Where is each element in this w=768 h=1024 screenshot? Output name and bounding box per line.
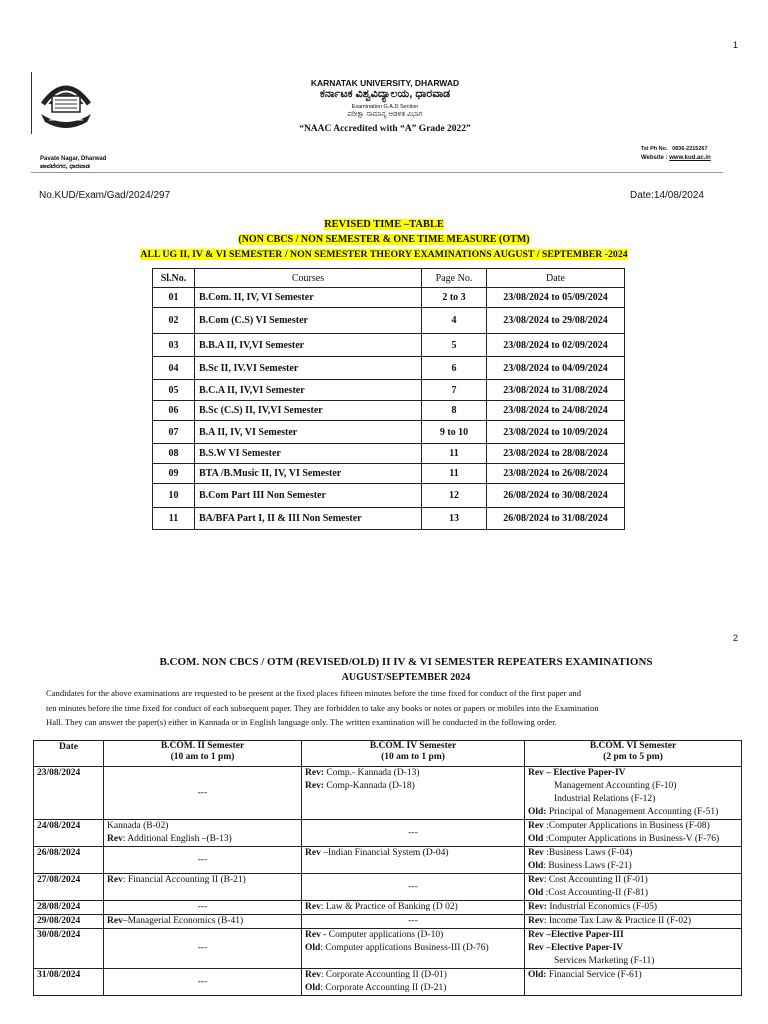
schedule-row [34, 915, 742, 929]
instructions-line-1: Candidates for the above examinations are requested to be present at the fixed places fifteen minutes before the time fixed for conduct of the first paper and [46, 688, 581, 698]
paper-text: : Business Laws (F-21) [543, 861, 632, 871]
cell-course: B.Com (C.S) VI Semester [195, 308, 422, 334]
paper-text: : Law & Practice of Banking (D 02) [320, 902, 458, 912]
paper-prefix: Rev –Elective Paper-III [528, 930, 624, 940]
reference-number: No.KUD/Exam/Gad/2024/297 [39, 190, 171, 201]
cell-date: 23/08/2024 to 29/08/2024 [487, 308, 625, 334]
paper-text: Comp.- Kannada (D-13) [324, 768, 420, 778]
paper-prefix: Rev [305, 902, 321, 912]
cell-page: 6 [422, 357, 487, 380]
university-name-kannada: ಕರ್ನಾಟಕ ವಿಶ್ವವಿದ್ಯಾಲಯ, ಧಾರವಾಡ [319, 88, 451, 100]
cell-exam-date: 31/08/2024 [34, 969, 104, 996]
paper-text: --- [197, 902, 208, 912]
paper-prefix: Rev [528, 916, 544, 926]
cell-sem6-papers [525, 767, 742, 820]
cell-slno: 07 [153, 421, 195, 444]
letter-date: Date:14/08/2024 [630, 190, 704, 201]
paper-line [528, 969, 738, 982]
university-name-english: KARNATAK UNIVERSITY, DHARWAD [310, 78, 460, 88]
cell-sem2-papers [104, 915, 302, 929]
schedule-row [34, 767, 742, 820]
paper-line [305, 942, 521, 955]
schedule-row [34, 929, 742, 969]
address-english: Pavate Nagar, Dharwad [40, 156, 107, 162]
paper-line [107, 915, 298, 928]
cell-exam-date: 28/08/2024 [34, 901, 104, 915]
cell-sem6-papers [525, 847, 742, 874]
website-label: Website : [641, 155, 668, 161]
paper-prefix: Rev [107, 875, 123, 885]
title-non-cbcs: (NON CBCS / NON SEMESTER & ONE TIME MEASURE (OTM) [238, 234, 530, 245]
cell-page: 4 [422, 308, 487, 334]
cell-sem2-papers [104, 929, 302, 969]
university-logo [35, 74, 97, 132]
cell-page: 7 [422, 380, 487, 401]
website-row [641, 155, 711, 161]
section-kannada: ಪರೀಕ್ಷಾ ಸಾಮಾನ್ಯ ಆಡಳಿತ ವಿಭಾಗ [347, 111, 423, 118]
cell-course: B.Sc II, IV.VI Semester [195, 357, 422, 380]
paper-line [528, 929, 738, 942]
paper-text: --- [197, 787, 208, 798]
paper-prefix: Rev [528, 875, 544, 885]
cell-course: B.Com. II, IV, VI Semester [195, 288, 422, 308]
cell-course: B.C.A II, IV,VI Semester [195, 380, 422, 401]
header-rule [31, 172, 723, 173]
paper-line [305, 881, 521, 894]
cell-exam-date: 24/08/2024 [34, 820, 104, 847]
col-header-page: Page No. [422, 269, 487, 288]
cell-date: 23/08/2024 to 26/08/2024 [487, 464, 625, 484]
paper-prefix: Rev: [305, 768, 324, 778]
timetable-summary [152, 268, 625, 530]
cell-exam-date: 30/08/2024 [34, 929, 104, 969]
cell-slno: 10 [153, 484, 195, 508]
cell-exam-date: 23/08/2024 [34, 767, 104, 820]
col-header-date: Date [34, 741, 104, 767]
paper-text: --- [197, 976, 208, 987]
section-english: Examination G.A.D Section [351, 104, 419, 110]
paper-line [305, 915, 521, 928]
paper-text: Industrial Economics (F-05) [547, 902, 658, 912]
paper-line [107, 942, 298, 955]
paper-line [528, 901, 738, 914]
paper-text: : Income Tax Law & Practice II (F-02) [543, 916, 691, 926]
paper-line [107, 833, 298, 846]
paper-line [528, 806, 738, 819]
paper-line [107, 854, 298, 867]
page-number: 2 [733, 633, 739, 643]
cell-date: 23/08/2024 to 24/08/2024 [487, 401, 625, 421]
paper-text: :Cost Accounting-II (F-81) [543, 888, 649, 898]
cell-slno: 01 [153, 288, 195, 308]
cell-sem6-papers [525, 874, 742, 901]
cell-page: 2 to 3 [422, 288, 487, 308]
cell-date: 23/08/2024 to 04/09/2024 [487, 357, 625, 380]
cell-course: B.Sc (C.S) II, IV,VI Semester [195, 401, 422, 421]
paper-prefix: Rev: [305, 781, 324, 791]
cell-page: 12 [422, 484, 487, 508]
paper-text: --- [197, 854, 208, 865]
paper-prefix: Rev [305, 970, 321, 980]
paper-line [305, 929, 521, 942]
cell-course: B.B.A II, IV,VI Semester [195, 334, 422, 357]
cell-slno: 04 [153, 357, 195, 380]
paper-line [528, 874, 738, 887]
paper-line [528, 780, 738, 793]
paper-text: : Financial Accounting II (B-21) [122, 875, 246, 885]
cell-exam-date: 29/08/2024 [34, 915, 104, 929]
cell-sem4-papers [302, 901, 525, 915]
cell-sem2-papers [104, 901, 302, 915]
instructions-line-2: ten minutes before the time fixed for conduct of each subsequent paper. They are forbidden to take any books or notes or papers or mobiles into the Examination [46, 703, 599, 713]
bcom-schedule-table [33, 740, 742, 996]
paper-prefix: Old [528, 834, 544, 844]
address-kannada: ಪಾವಟೆನಗರ, ಧಾರವಾಡ [40, 163, 90, 170]
cell-sem6-papers [525, 901, 742, 915]
paper-prefix: Rev: [528, 902, 547, 912]
website-link[interactable]: www.kud.ac.in [669, 155, 711, 161]
paper-text: --- [408, 916, 418, 926]
paper-line [528, 833, 738, 846]
paper-prefix: Old: [528, 807, 547, 817]
paper-text: –Indian Financial System (D-04) [320, 848, 449, 858]
cell-sem4-papers [302, 915, 525, 929]
paper-line [528, 915, 738, 928]
cell-date: 23/08/2024 to 28/08/2024 [487, 444, 625, 464]
cell-exam-date: 26/08/2024 [34, 847, 104, 874]
cell-date: 23/08/2024 to 02/09/2024 [487, 334, 625, 357]
paper-text: :Business Laws (F-04) [543, 848, 633, 858]
cell-slno: 02 [153, 308, 195, 334]
paper-text: Services Marketing (F-11) [554, 956, 655, 966]
cell-page: 5 [422, 334, 487, 357]
paper-prefix: Rev [305, 930, 321, 940]
cell-slno: 05 [153, 380, 195, 401]
cell-course: B.Com Part III Non Semester [195, 484, 422, 508]
paper-line [305, 767, 521, 780]
col-header-sem4: B.COM. IV Semester (10 am to 1 pm) [302, 741, 525, 767]
paper-prefix: Old [528, 861, 544, 871]
cell-date: 23/08/2024 to 10/09/2024 [487, 421, 625, 444]
exam-subtitle: AUGUST/SEPTEMBER 2024 [341, 672, 471, 683]
paper-prefix: Rev [528, 848, 544, 858]
paper-text: : Computer applications Business-III (D-76) [320, 943, 489, 953]
cell-sem4-papers [302, 820, 525, 847]
instructions-line-3: Hall. They can answer the paper(s) either in Kannada or in English language only. The written examination will be conducted in the following order. [46, 717, 557, 727]
title-ug-exams: ALL UG II, IV & VI SEMESTER / NON SEMESTER THEORY EXAMINATIONS AUGUST / SEPTEMBER -2024 [140, 249, 628, 260]
col-header-sem6: B.COM. VI Semester (2 pm to 5 pm) [525, 741, 742, 767]
paper-line [305, 969, 521, 982]
paper-text: Principal of Management Accounting (F-51) [546, 807, 719, 817]
cell-slno: 11 [153, 508, 195, 530]
cell-page: 11 [422, 464, 487, 484]
cell-sem6-papers [525, 969, 742, 996]
cell-sem2-papers [104, 767, 302, 820]
cell-page: 13 [422, 508, 487, 530]
paper-text: --- [408, 827, 418, 838]
cell-sem2-papers [104, 969, 302, 996]
paper-prefix: Rev [528, 821, 544, 831]
paper-prefix: Rev [107, 916, 123, 926]
paper-text: Kannada (B-02) [107, 821, 169, 831]
cell-sem6-papers [525, 915, 742, 929]
cell-sem6-papers [525, 820, 742, 847]
cell-sem4-papers [302, 929, 525, 969]
paper-prefix: Old [305, 943, 321, 953]
schedule-row [34, 874, 742, 901]
cell-slno: 09 [153, 464, 195, 484]
schedule-row [34, 901, 742, 915]
paper-line [528, 847, 738, 860]
cell-course: BTA /B.Music II, IV, VI Semester [195, 464, 422, 484]
paper-line [528, 767, 738, 780]
paper-line [107, 901, 298, 914]
cell-slno: 08 [153, 444, 195, 464]
paper-line [305, 780, 521, 793]
paper-line [305, 847, 521, 860]
paper-text: Financial Service (F-61) [546, 970, 642, 980]
paper-line [107, 976, 298, 989]
cell-course: B.S.W VI Semester [195, 444, 422, 464]
paper-line [528, 793, 738, 806]
cell-date: 23/08/2024 to 31/08/2024 [487, 380, 625, 401]
paper-text: :Computer Applications in Business (F-08) [543, 821, 710, 831]
paper-text: - Computer applications (D-10) [320, 930, 444, 940]
cell-exam-date: 27/08/2024 [34, 874, 104, 901]
naac-accreditation: “NAAC Accredited with “A” Grade 2022” [299, 124, 471, 134]
paper-line [107, 787, 298, 800]
cell-date: 23/08/2024 to 05/09/2024 [487, 288, 625, 308]
cell-slno: 06 [153, 401, 195, 421]
paper-text: :Computer Applications in Business-V (F-76) [543, 834, 720, 844]
paper-line [528, 887, 738, 900]
paper-text: : Cost Accounting II (F-01) [543, 875, 648, 885]
cell-slno: 03 [153, 334, 195, 357]
paper-prefix: Rev –Elective Paper-IV [528, 943, 624, 953]
cell-course: B.A II, IV, VI Semester [195, 421, 422, 444]
title-revised-timetable: REVISED TIME –TABLE [324, 219, 444, 230]
cell-sem4-papers [302, 767, 525, 820]
col-header-date: Date [487, 269, 625, 288]
schedule-row [34, 847, 742, 874]
cell-page: 8 [422, 401, 487, 421]
paper-line [107, 820, 298, 833]
col-header-sem2: B.COM. II Semester (10 am to 1 pm) [104, 741, 302, 767]
cell-page: 11 [422, 444, 487, 464]
cell-sem2-papers [104, 820, 302, 847]
cell-course: BA/BFA Part I, II & III Non Semester [195, 508, 422, 530]
cell-sem4-papers [302, 847, 525, 874]
paper-text: : Corporate Accounting II (D-21) [320, 983, 447, 993]
paper-prefix: Old: [528, 970, 547, 980]
telephone: Tel Ph No. 0836-2215267 [641, 146, 708, 152]
cell-sem4-papers [302, 874, 525, 901]
paper-line [107, 874, 298, 887]
cell-sem6-papers [525, 929, 742, 969]
schedule-row [34, 969, 742, 996]
page-number: 1 [733, 40, 739, 50]
cell-sem2-papers [104, 847, 302, 874]
paper-text: Industrial Relations (F-12) [554, 794, 656, 804]
paper-text: Management Accounting (F-10) [554, 781, 677, 791]
paper-line [528, 942, 738, 955]
paper-prefix: Old [305, 983, 321, 993]
paper-line [528, 955, 738, 968]
cell-page: 9 to 10 [422, 421, 487, 444]
cell-sem2-papers [104, 874, 302, 901]
paper-text: : Corporate Accounting II (D-01) [320, 970, 447, 980]
paper-text: –Managerial Economics (B-41) [122, 916, 244, 926]
exam-title: B.COM. NON CBCS / OTM (REVISED/OLD) II IV & VI SEMESTER REPEATERS EXAMINATIONS [159, 656, 653, 668]
paper-line [305, 827, 521, 840]
schedule-row [34, 820, 742, 847]
paper-line [305, 901, 521, 914]
paper-text: Comp-Kannada (D-18) [324, 781, 415, 791]
paper-line [528, 860, 738, 873]
paper-text: --- [197, 943, 208, 953]
cell-date: 26/08/2024 to 31/08/2024 [487, 508, 625, 530]
paper-line [305, 982, 521, 995]
paper-text: : Additional English –(B-13) [122, 834, 232, 844]
header-divider [31, 72, 32, 134]
paper-prefix: Rev – Elective Paper-IV [528, 768, 626, 778]
col-header-courses: Courses [195, 269, 422, 288]
paper-prefix: Rev [305, 848, 321, 858]
cell-date: 26/08/2024 to 30/08/2024 [487, 484, 625, 508]
cell-sem4-papers [302, 969, 525, 996]
paper-prefix: Rev [107, 834, 123, 844]
paper-prefix: Old [528, 888, 544, 898]
paper-text: --- [408, 881, 418, 892]
paper-line [528, 820, 738, 833]
col-header-slno: Sl.No. [153, 269, 195, 288]
